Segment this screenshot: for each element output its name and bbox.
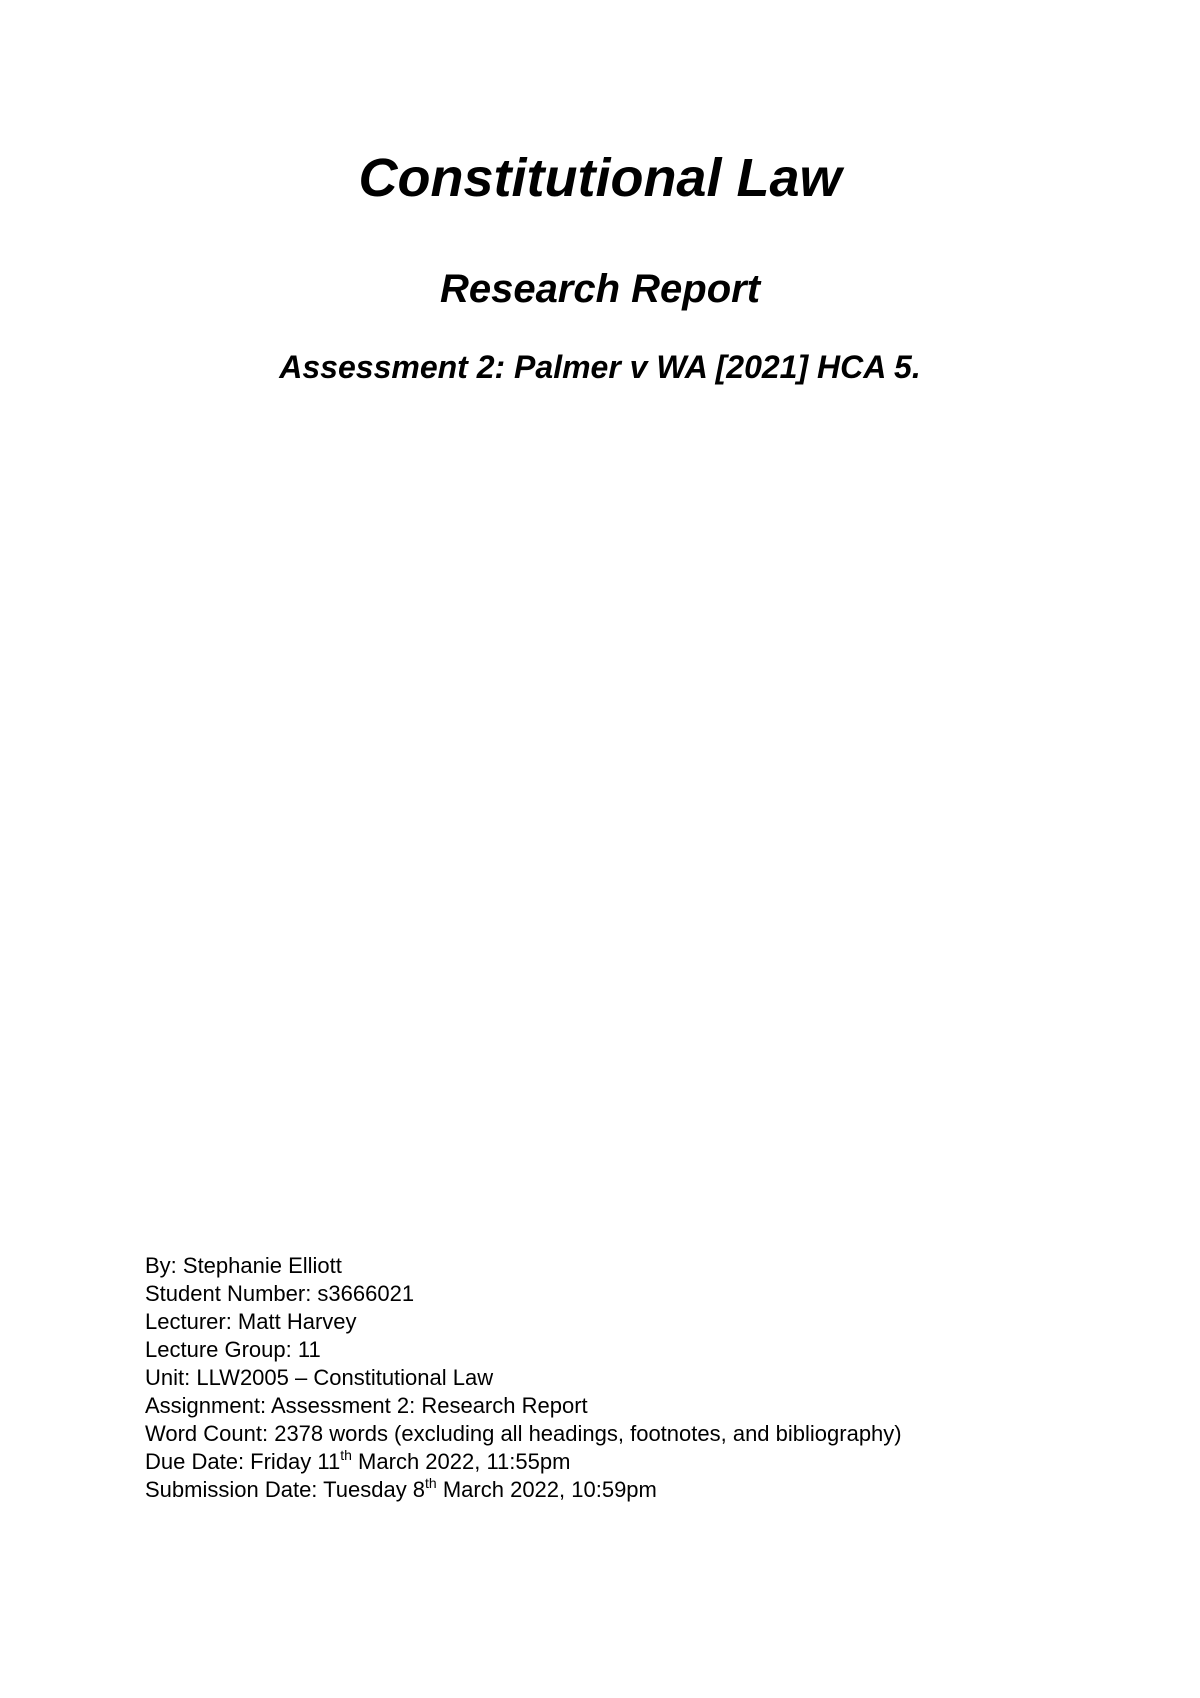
submission-date-text: Submission Date: Tuesday 8 xyxy=(145,1477,426,1502)
due-date-rest: March 2022, 11:55pm xyxy=(351,1449,571,1474)
lecturer-line: Lecturer: Matt Harvey xyxy=(145,1309,357,1334)
assessment-heading: Assessment 2: Palmer v WA [2021] HCA 5. xyxy=(279,349,921,385)
author-line: By: Stephanie Elliott xyxy=(145,1253,342,1278)
submission-date-rest: March 2022, 10:59pm xyxy=(436,1477,657,1502)
word-count-line: Word Count: 2378 words (excluding all headings, footnotes, and bibliography) xyxy=(145,1421,902,1446)
student-number-line: Student Number: s3666021 xyxy=(145,1281,415,1306)
due-date-line xyxy=(145,1448,902,1476)
document-title: Constitutional Law xyxy=(358,148,842,208)
submission-date-ordinal: th xyxy=(425,1475,437,1491)
submission-date-line xyxy=(145,1476,902,1504)
due-date-ordinal: th xyxy=(340,1447,352,1463)
document-subtitle: Research Report xyxy=(439,267,761,311)
assignment-line: Assignment: Assessment 2: Research Report xyxy=(145,1393,588,1418)
unit-line: Unit: LLW2005 – Constitutional Law xyxy=(145,1365,494,1390)
lecture-group-line: Lecture Group: 11 xyxy=(145,1337,321,1362)
due-date-text: Due Date: Friday 11 xyxy=(145,1449,341,1474)
submission-details xyxy=(145,1252,902,1504)
